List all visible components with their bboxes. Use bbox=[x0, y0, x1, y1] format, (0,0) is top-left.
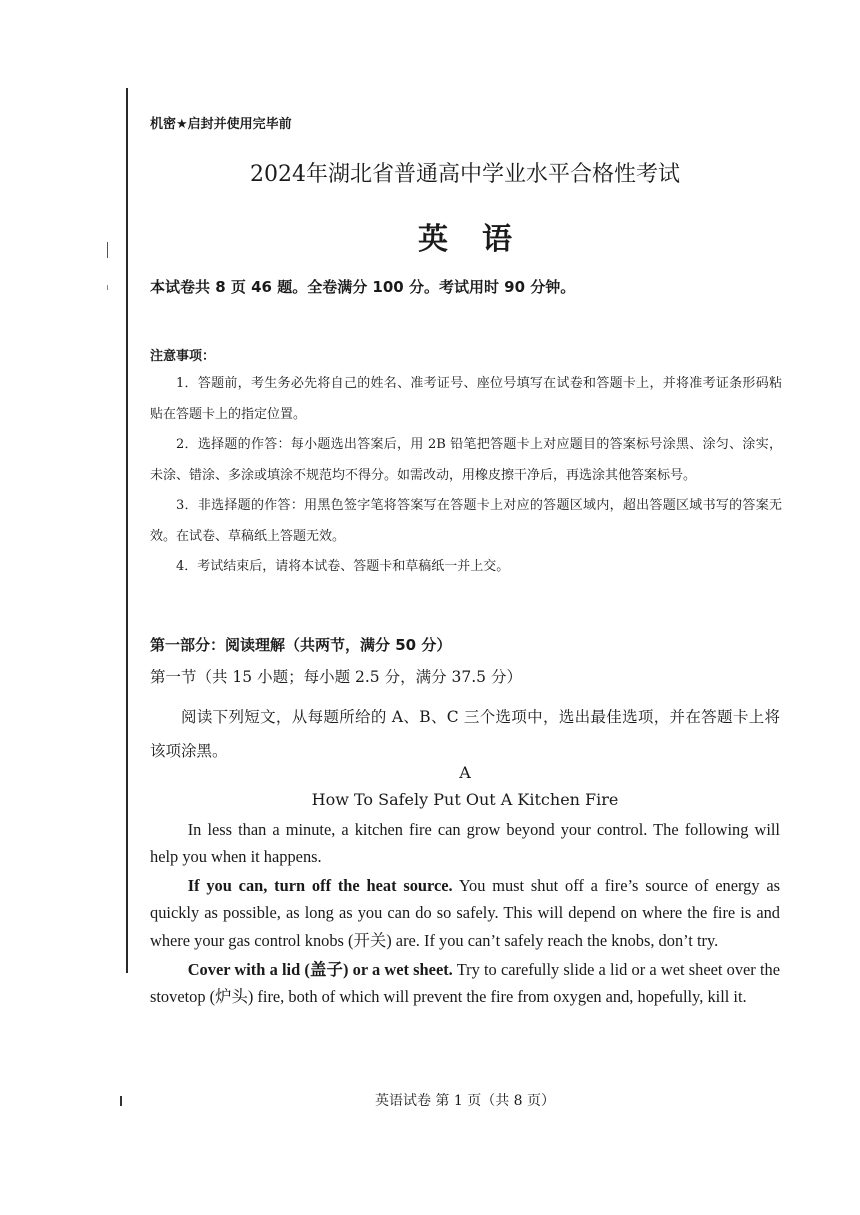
page-footer: 英语试卷 第 1 页（共 8 页） bbox=[374, 1093, 556, 1109]
passage-label: A bbox=[459, 763, 471, 782]
confidential-label: 机密★启封并使用完毕前 bbox=[150, 117, 292, 132]
section-instruction: 阅读下列短文，从每题所给的 A、B、C 三个选项中，选出最佳选项，并在答题卡上将该项涂黑。 bbox=[150, 708, 780, 760]
exam-title: 2024年湖北省普通高中学业水平合格性考试 bbox=[250, 162, 680, 187]
margin-mark bbox=[107, 242, 108, 258]
notes-list bbox=[150, 369, 782, 583]
paragraph-lead: If you can, turn off the heat source. bbox=[187, 876, 453, 896]
note-item: 4．考试结束后，请将本试卷、答题卡和草稿纸一并上交。 bbox=[176, 559, 510, 574]
passage-paragraph: In less than a minute, a kitchen fire can grow beyond your control. The following will help you when it happens. bbox=[150, 820, 780, 867]
paragraph-lead: Cover with a lid (盖子) or a wet sheet. bbox=[187, 959, 453, 979]
note-item: 3．非选择题的作答：用黑色签字笔将答案写在答题卡上对应的答题区域内，超出答题区域书写的答案无效。在试卷、草稿纸上答题无效。 bbox=[150, 498, 782, 544]
part-heading: 第一部分：阅读理解（共两节，满分 50 分） bbox=[150, 636, 452, 654]
passage-paragraph bbox=[150, 872, 780, 954]
note-item: 2．选择题的作答：每小题选出答案后，用 2B 铅笔把答题卡上对应题目的答案标号涂黑、涂匀、涂实，未涂、错涂、多涂或填涂不规范均不得分。如需改动，用橡皮擦干净后，再选涂其他答案标号。 bbox=[150, 437, 782, 483]
paragraph-text: You must shut off a fire’s source of energy as quickly as possible, as long as you can do so safely. This will depend on where the fire is and where your gas control knobs (开关) are. If you can’t safely reach the knobs, don’t try. bbox=[150, 876, 781, 950]
passage-body bbox=[150, 816, 780, 1012]
paragraph-text: Try to carefully slide a lid or a wet sheet over the stovetop (炉头) fire, both of which will prevent the fire from oxygen and, hopefully, kill it. bbox=[150, 959, 780, 1006]
binding-margin-line bbox=[126, 88, 128, 973]
subject-title: 英语 bbox=[418, 222, 546, 257]
exam-info: 本试卷共 8 页 46 题。全卷满分 100 分。考试用时 90 分钟。 bbox=[150, 278, 576, 296]
margin-mark bbox=[120, 1096, 122, 1106]
note-item: 1．答题前，考生务必先将自己的姓名、准考证号、座位号填写在试卷和答题卡上，并将准考证条形码粘贴在答题卡上的指定位置。 bbox=[150, 376, 782, 422]
passage-paragraph bbox=[150, 956, 780, 1010]
margin-mark bbox=[107, 285, 108, 290]
notes-heading: 注意事项： bbox=[150, 349, 216, 364]
section-heading: 第一节（共 15 小题；每小题 2.5 分，满分 37.5 分） bbox=[150, 668, 522, 686]
passage-title: How To Safely Put Out A Kitchen Fire bbox=[311, 790, 619, 809]
